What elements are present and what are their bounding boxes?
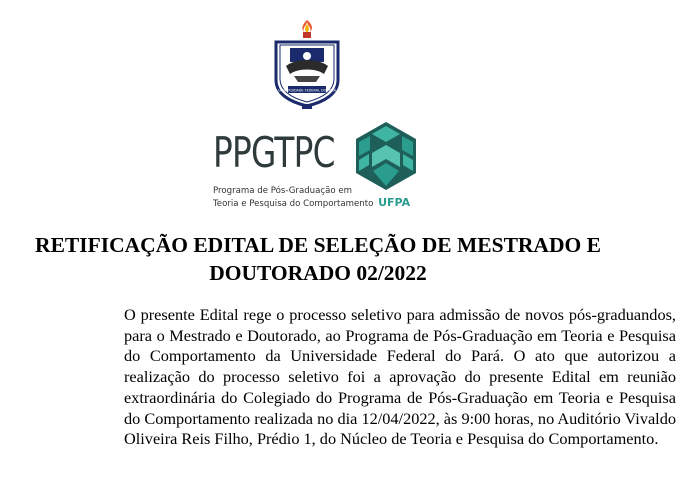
program-wordmark: PPGTPC — [213, 128, 335, 177]
geometric-cube-icon — [350, 120, 422, 192]
program-logo — [210, 118, 426, 214]
program-subtitle-line1: Programa de Pós-Graduação em — [213, 186, 353, 196]
program-subtitle-line2-text: Teoria e Pesquisa do Comportamento — [213, 199, 374, 209]
program-subtitle — [213, 186, 410, 210]
university-emblem-logo — [268, 18, 346, 110]
document-body-paragraph: O presente Edital rege o processo seletivo para admissão de novos pós-graduandos, para o Mestrado e Doutorado, ao Programa de Pós-Graduação em Teoria e Pesquisa do Comportamento da Universidade Federal do Pará. O ato que autorizou a realização do processo seletivo foi a aprovação do presente Edital em reunião extraordinária do Colegiado do Programa de Pós-Graduação em Teoria e Pesquisa do Comportamento realizada no dia 12/04/2022, às 9:00 horas, no Auditório Vivaldo Oliveira Reis Filho, Prédio 1, do Núcleo de Teoria e Pesquisa do Comportamento. — [124, 305, 676, 449]
emblem-text: UNIVERSIDADE FEDERAL DO PARÁ — [277, 88, 337, 93]
document-title: RETIFICAÇÃO EDITAL DE SELEÇÃO DE MESTRADO E DOUTORADO 02/2022 — [35, 233, 601, 285]
institution-acronym: UFPA — [378, 196, 411, 209]
program-subtitle-line2 — [213, 197, 410, 210]
university-emblem-icon — [268, 18, 346, 110]
